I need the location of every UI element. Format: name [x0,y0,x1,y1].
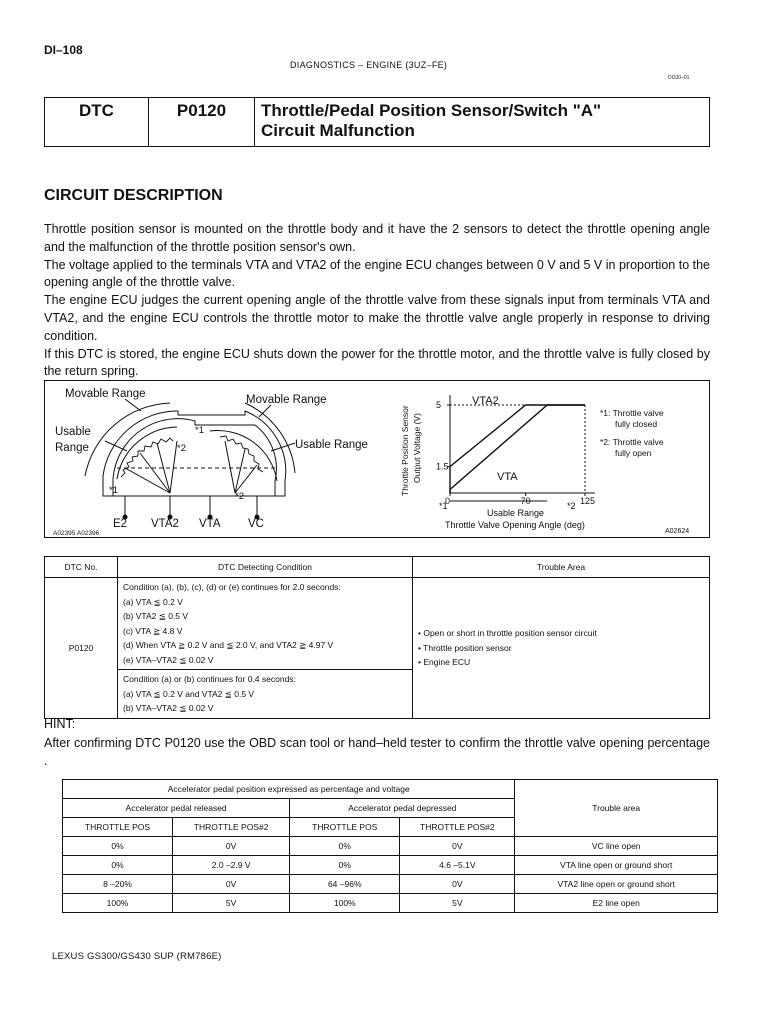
wiper-line [125,468,170,493]
description-paragraph: Throttle position sensor is mounted on the throttle body and it have the 2 sensors to detect the throttle opening angle and the malfunction of the throttle position sensor's own. [44,222,710,254]
table-cell: VTA2 line open or ground short [515,875,718,894]
dtc-number-cell: P0120 [45,578,118,719]
column-header: THROTTLE POS#2 [173,818,290,837]
table-cell: 0V [173,875,290,894]
dtc-condition-table [44,556,710,719]
depressed-header: Accelerator pedal depressed [290,799,515,818]
dtc-title-line-1: Throttle/Pedal Position Sensor/Switch "A" [261,101,602,120]
wiper-line [140,453,170,493]
wiper-line [170,441,177,493]
table-cell: 8 –20% [63,875,173,894]
pedal-position-table [62,779,718,913]
mark-1: *1 [109,485,118,496]
condition-line: Condition (a) or (b) continues for 0.4 seconds: [123,674,296,684]
trouble-area-cell [413,578,710,719]
table-cell: 100% [290,894,400,913]
table-cell: 100% [63,894,173,913]
column-header: DTC Detecting Condition [118,557,413,578]
terminal-vc-label: VC [248,518,264,530]
x-axis-label: Throttle Valve Opening Angle (deg) [445,520,585,530]
vta2-line-label: VTA2 [472,395,499,407]
table-row [63,894,718,913]
terminal-e2-label: E2 [113,518,128,530]
page-number: DI–108 [44,43,83,57]
terminal-vta2-label: VTA2 [151,518,179,530]
sensor-housing [103,411,286,496]
table-row [45,578,710,670]
condition-line: (d) When VTA ≧ 0.2 V and ≦ 2.0 V, and VTA2 ≧ 4.97 V [123,640,334,650]
table-cell: E2 line open [515,894,718,913]
usable-range-label-a: Usable [55,426,91,438]
note-2-line-a: *2: Throttle valve [600,437,664,447]
usable-range-label-2: Usable Range [295,439,368,451]
column-header: DTC No. [45,557,118,578]
table-cell: VTA line open or ground short [515,856,718,875]
figure-code-left: A02395 A02396 [53,530,100,537]
usable-range-chart-label: Usable Range [487,508,545,518]
description-paragraph: The voltage applied to the terminals VTA and VTA2 of the engine ECU changes between 0 V and 5 V in proportion to the opening angle of the throttle valve. [44,257,710,290]
figure-code-right: A02624 [665,528,690,535]
table-cell: 4.6 –5.1V [400,856,515,875]
table-cell: 0% [63,837,173,856]
table-cell: 0V [173,837,290,856]
movable-range-label-2: Movable Range [246,394,327,406]
movable-range-label: Movable Range [65,388,146,400]
figure-svg [45,381,711,539]
x-tick-label: 70 [520,496,531,506]
circuit-description [44,221,710,381]
chart-mark-2: *2 [567,501,576,511]
hint-text: After confirming DTC P0120 use the OBD scan tool or hand–held tester to confirm the throttle valve opening percentage . [44,736,710,768]
table-cell: 0% [63,856,173,875]
table-cell: 0% [290,856,400,875]
condition-line: (a) VTA ≦ 0.2 V [123,596,183,607]
table-cell: 0V [400,875,515,894]
hint-label: HINT: [44,717,76,731]
column-header: THROTTLE POS#2 [400,818,515,837]
mark-2: *2 [235,491,244,502]
x-tick-label: 125 [580,496,596,506]
column-header: THROTTLE POS [290,818,400,837]
chart-mark-1: *1 [439,501,448,511]
note-1-line-a: *1: Throttle valve [600,408,664,418]
resistor-left [121,438,173,477]
table-cell: 5V [173,894,290,913]
running-header: DIAGNOSTICS – ENGINE (3UZ–FE) [290,60,448,70]
condition-line: (b) VTA2 ≦ 0.5 V [123,611,189,621]
y-tick-label: 5 [436,400,442,410]
trouble-area-item: • Engine ECU [418,657,471,667]
movable-range-pointer [125,399,141,411]
dtc-title-line-2: Circuit Malfunction [261,121,415,140]
dtc-title [255,98,709,146]
y-axis-label-line-1: Throttle Position Sensor [400,405,410,496]
dtc-label: DTC [45,98,149,146]
column-header: THROTTLE POS [63,818,173,837]
sensor-figure [44,380,710,538]
condition-line: Condition (a), (b), (c), (d) or (e) continues for 2.0 seconds: [123,582,341,592]
note-2-line-b: fully open [615,448,652,458]
mark-2: *2 [177,443,186,454]
table-row [63,837,718,856]
table-cell: 0% [290,837,400,856]
section-heading: CIRCUIT DESCRIPTION [44,187,223,204]
condition-cell-2 [118,670,413,719]
table-header-row [45,557,710,578]
x-tick-label: 0 [445,496,451,506]
trouble-area-item: • Throttle position sensor [418,642,512,653]
table-row [63,875,718,894]
movable-range-arrow-2 [245,403,295,473]
document-code: DI3J0–01 [668,75,690,81]
released-header: Accelerator pedal released [63,799,290,818]
condition-line: (a) VTA ≦ 0.2 V and VTA2 ≦ 0.5 V [123,688,255,699]
table-cell: 0V [400,837,515,856]
table-row [63,856,718,875]
dtc-title-box [44,97,710,147]
condition-line: (b) VTA–VTA2 ≦ 0.02 V [123,703,214,713]
sensor-diagram [85,399,295,519]
table-cell: 5V [400,894,515,913]
vta-line-label: VTA [497,471,518,483]
description-paragraph: If this DTC is stored, the engine ECU shuts down the power for the throttle motor, and the throttle valve is fully closed by the return spring. [44,346,710,379]
usable-arc-left [117,427,177,479]
mark-1: *1 [195,425,204,436]
group-header: Accelerator pedal position expressed as percentage and voltage [63,780,515,799]
condition-line: (c) VTA ≧ 4.8 V [123,625,183,636]
terminal-vta-label: VTA [199,518,221,530]
usable-range-label-b: Range [55,442,89,454]
trouble-area-header: Trouble area [515,780,718,837]
table-header-row [63,780,718,799]
table-cell: 64 –96% [290,875,400,894]
trouble-area-item: • Open or short in throttle position sensor circuit [418,628,597,638]
table-cell: 2.0 –2.9 V [173,856,290,875]
condition-cell-1 [118,578,413,670]
table-cell: VC line open [515,837,718,856]
y-tick-label: 1.5 [436,461,449,472]
description-paragraph: The engine ECU judges the current opening angle of the throttle valve from these signals input from terminals VTA and VTA2, and the engine ECU controls the throttle motor to make the throttle valve angle properly in response to driving condition. [44,293,710,343]
page-footer: LEXUS GS300/GS430 SUP (RM786E) [52,951,222,962]
note-1-line-b: fully closed [615,419,658,429]
wiper-line [225,441,235,493]
column-header: Trouble Area [413,557,710,578]
voltage-chart [436,395,595,506]
condition-line: (e) VTA–VTA2 ≦ 0.02 V [123,654,214,665]
usable-range-pointer-2 [271,443,295,451]
dtc-code: P0120 [149,98,255,146]
y-axis-label-line-2: Output Voltage (V) [412,413,422,483]
